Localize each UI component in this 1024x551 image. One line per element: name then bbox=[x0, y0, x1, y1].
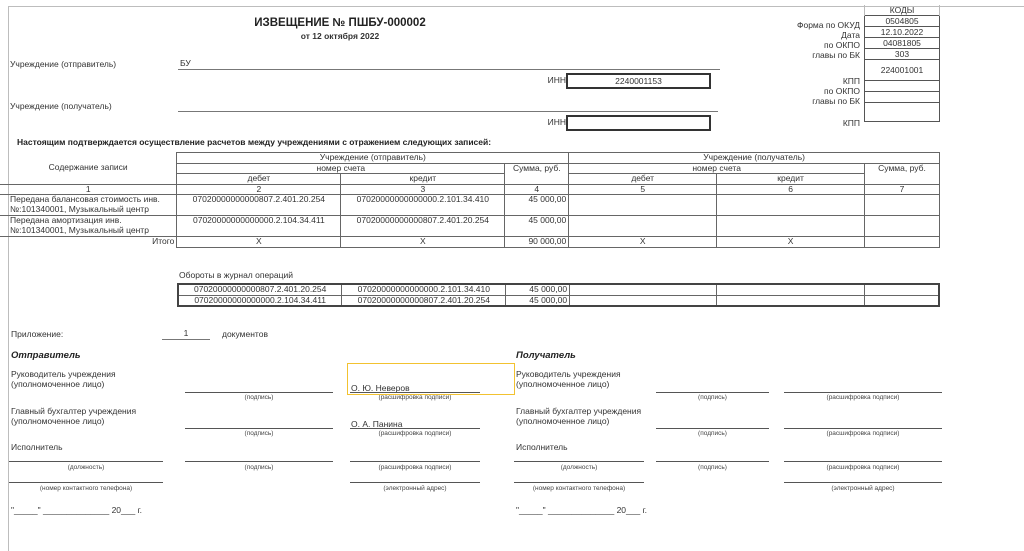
journal-label: Обороты в журнал операций bbox=[179, 270, 293, 280]
receiver-credit-header: кредит bbox=[717, 174, 865, 185]
column-numbers-row bbox=[0, 184, 940, 195]
code-kpp: 224001001 bbox=[865, 60, 940, 81]
table-row bbox=[0, 195, 940, 216]
sender-field[interactable]: БУ bbox=[178, 58, 720, 70]
receiver-email-line[interactable] bbox=[784, 482, 942, 483]
receiver-group-header: Учреждение (получатель) bbox=[569, 153, 940, 164]
receiver-sum-header: Сумма, руб. bbox=[865, 163, 940, 184]
journal-credit: 07020000000000807.2.401.20.254 bbox=[342, 295, 506, 306]
sender-inn-field[interactable]: 2240001153 bbox=[566, 73, 711, 89]
sender-chief-acc-signature-line[interactable] bbox=[185, 428, 333, 429]
journal-table bbox=[177, 283, 940, 307]
sender-phone-line[interactable] bbox=[9, 482, 163, 483]
total-receiver-sum bbox=[865, 237, 940, 248]
row-sender-credit: 07020000000000807.2.401.20.254 bbox=[341, 216, 505, 237]
code-label-kpp: КПП bbox=[842, 76, 860, 86]
receiver-inn-field[interactable] bbox=[566, 115, 711, 131]
attachment-label: Приложение: bbox=[11, 329, 64, 339]
col-num-6: 6 bbox=[717, 184, 865, 195]
caption-signature: (подпись) bbox=[698, 394, 727, 401]
chief-acc-label-line1: Главный бухгалтер учреждения bbox=[516, 406, 642, 416]
sender-executor-decoding-line[interactable] bbox=[350, 461, 480, 462]
code-date: 12.10.2022 bbox=[865, 27, 940, 38]
caption-decoding: (расшифровка подписи) bbox=[378, 394, 452, 401]
caption-email: (электронный адрес) bbox=[831, 485, 895, 492]
attachment-unit: документов bbox=[222, 329, 268, 339]
total-sender-sum: 90 000,00 bbox=[505, 237, 569, 248]
codes-labels bbox=[760, 20, 860, 60]
sender-executor-label: Исполнитель bbox=[11, 442, 63, 452]
sender-account-header: номер счета bbox=[177, 163, 505, 174]
caption-decoding: (расшифровка подписи) bbox=[826, 394, 900, 401]
code-okud: 0504805 bbox=[865, 16, 940, 27]
col-num-7: 7 bbox=[865, 184, 940, 195]
journal-sum: 45 000,00 bbox=[506, 295, 570, 306]
journal-r-sum bbox=[864, 284, 939, 295]
caption-position: (должность) bbox=[560, 464, 598, 471]
codes-header: КОДЫ bbox=[865, 5, 940, 16]
code-label-bk-2: главы по БК bbox=[812, 96, 860, 106]
entries-table bbox=[0, 152, 940, 248]
row-sender-debit: 07020000000000807.2.401.20.254 bbox=[177, 195, 341, 216]
head-label-line2: (уполномоченное лицо) bbox=[11, 379, 105, 389]
receiver-head-name-line[interactable] bbox=[784, 392, 942, 393]
journal-row bbox=[178, 284, 939, 295]
row-receiver-debit bbox=[569, 216, 717, 237]
code-label-okpo: по ОКПО bbox=[824, 40, 860, 50]
receiver-debit-header: дебет bbox=[569, 174, 717, 185]
row-sender-sum: 45 000,00 bbox=[505, 195, 569, 216]
journal-r-debit bbox=[570, 284, 717, 295]
col-num-4: 4 bbox=[505, 184, 569, 195]
row-receiver-credit bbox=[717, 195, 865, 216]
caption-decoding: (расшифровка подписи) bbox=[378, 464, 452, 471]
receiver-field[interactable] bbox=[178, 100, 718, 112]
head-label-line1: Руководитель учреждения bbox=[516, 369, 621, 379]
total-row bbox=[0, 237, 940, 248]
total-receiver-debit: X bbox=[569, 237, 717, 248]
journal-credit: 07020000000000000.2.101.34.410 bbox=[342, 284, 506, 295]
caption-decoding: (расшифровка подписи) bbox=[378, 430, 452, 437]
receiver-executor-decoding-line[interactable] bbox=[784, 461, 942, 462]
journal-row bbox=[178, 295, 939, 306]
attachment-count[interactable]: 1 bbox=[162, 328, 210, 340]
receiver-chief-acc-name-line[interactable] bbox=[784, 428, 942, 429]
row-sender-debit: 07020000000000000.2.104.34.411 bbox=[177, 216, 341, 237]
sender-executor-position-line[interactable] bbox=[9, 461, 163, 462]
row-receiver-debit bbox=[569, 195, 717, 216]
selected-cell-highlight bbox=[347, 363, 515, 395]
receiver-chief-acc-signature-line[interactable] bbox=[656, 428, 769, 429]
row-receiver-sum bbox=[865, 195, 940, 216]
caption-signature: (подпись) bbox=[244, 430, 274, 437]
sender-head-name[interactable]: О. Ю. Неверов bbox=[351, 383, 410, 393]
code-okpo: 04081805 bbox=[865, 38, 940, 49]
receiver-executor-label: Исполнитель bbox=[516, 442, 568, 452]
chief-acc-label-line1: Главный бухгалтер учреждения bbox=[11, 406, 137, 416]
receiver-date-line[interactable]: "_____" ______________ 20___ г. bbox=[516, 505, 647, 515]
col-header-content: Содержание записи bbox=[0, 153, 177, 185]
receiver-heading: Получатель bbox=[516, 350, 576, 361]
journal-r-credit bbox=[717, 284, 864, 295]
sender-credit-header: кредит bbox=[341, 174, 505, 185]
caption-email: (электронный адрес) bbox=[383, 485, 447, 492]
total-sender-credit: X bbox=[341, 237, 505, 248]
codes-table bbox=[864, 5, 940, 122]
sender-chief-acc-name[interactable]: О. А. Панина bbox=[351, 419, 403, 429]
sender-head-label bbox=[11, 369, 116, 389]
col-num-5: 5 bbox=[569, 184, 717, 195]
col-num-1: 1 bbox=[0, 184, 177, 195]
code-label-kpp-2: КПП bbox=[842, 118, 860, 128]
row-sender-credit: 07020000000000000.2.101.34.410 bbox=[341, 195, 505, 216]
row-receiver-sum bbox=[865, 216, 940, 237]
table-row bbox=[0, 216, 940, 237]
sender-inn-label: ИНН bbox=[547, 75, 566, 85]
receiver-inn-label: ИНН bbox=[547, 117, 566, 127]
caption-signature: (подпись) bbox=[698, 464, 727, 471]
code-bk-2 bbox=[865, 92, 940, 103]
code-kpp-2 bbox=[865, 103, 940, 122]
col-num-3: 3 bbox=[341, 184, 505, 195]
journal-r-debit bbox=[570, 295, 717, 306]
caption-decoding: (расшифровка подписи) bbox=[826, 430, 900, 437]
document-title: ИЗВЕЩЕНИЕ № ПШБУ-000002 bbox=[254, 17, 426, 29]
receiver-head-signature-line[interactable] bbox=[656, 392, 769, 393]
head-label-line1: Руководитель учреждения bbox=[11, 369, 116, 379]
caption-decoding: (расшифровка подписи) bbox=[826, 464, 900, 471]
caption-phone: (номер контактного телефона) bbox=[39, 485, 133, 492]
code-label-bk: главы по БК bbox=[812, 50, 860, 60]
caption-signature: (подпись) bbox=[244, 464, 274, 471]
journal-debit: 07020000000000000.2.104.34.411 bbox=[178, 295, 342, 306]
row-content: Передана амортизация инв. №:101340001, Музыкальный центр bbox=[0, 216, 177, 237]
sender-heading: Отправитель bbox=[11, 350, 81, 361]
caption-phone: (номер контактного телефона) bbox=[532, 485, 626, 492]
sender-sum-header: Сумма, руб. bbox=[505, 163, 569, 184]
caption-signature: (подпись) bbox=[244, 394, 274, 401]
total-sender-debit: X bbox=[177, 237, 341, 248]
receiver-executor-position-line[interactable] bbox=[514, 461, 644, 462]
col-num-2: 2 bbox=[177, 184, 341, 195]
sender-label: Учреждение (отправитель) bbox=[10, 59, 117, 69]
row-content: Передана балансовая стоимость инв. №:101340001, Музыкальный центр bbox=[0, 195, 177, 216]
receiver-phone-line[interactable] bbox=[514, 482, 644, 483]
sender-executor-signature-line[interactable] bbox=[185, 461, 333, 462]
code-bk: 303 bbox=[865, 49, 940, 60]
caption-signature: (подпись) bbox=[698, 430, 727, 437]
sender-chief-acc-name-line bbox=[350, 428, 480, 429]
caption-position: (должность) bbox=[67, 464, 105, 471]
code-label-date: Дата bbox=[841, 30, 860, 40]
journal-r-credit bbox=[717, 295, 864, 306]
total-receiver-credit: X bbox=[717, 237, 865, 248]
sender-group-header: Учреждение (отправитель) bbox=[177, 153, 569, 164]
sender-email-line[interactable] bbox=[350, 482, 480, 483]
sender-date-line[interactable]: "_____" ______________ 20___ г. bbox=[11, 505, 142, 515]
head-label-line2: (уполномоченное лицо) bbox=[516, 379, 610, 389]
journal-debit: 07020000000000807.2.401.20.254 bbox=[178, 284, 342, 295]
chief-acc-label-line2: (уполномоченное лицо) bbox=[11, 416, 105, 426]
document-date: от 12 октября 2022 bbox=[300, 31, 380, 41]
total-label: Итого bbox=[0, 237, 177, 248]
sender-debit-header: дебет bbox=[177, 174, 341, 185]
journal-sum: 45 000,00 bbox=[506, 284, 570, 295]
code-okpo-2 bbox=[865, 81, 940, 92]
row-receiver-credit bbox=[717, 216, 865, 237]
receiver-chief-acc-label bbox=[516, 406, 641, 426]
sender-chief-acc-label bbox=[11, 406, 136, 426]
sender-head-signature-line[interactable] bbox=[185, 392, 333, 393]
codes-labels-receiver bbox=[760, 76, 860, 106]
receiver-label: Учреждение (получатель) bbox=[10, 101, 112, 111]
receiver-head-label bbox=[516, 369, 621, 389]
journal-r-sum bbox=[864, 295, 939, 306]
row-sender-sum: 45 000,00 bbox=[505, 216, 569, 237]
receiver-executor-signature-line[interactable] bbox=[656, 461, 769, 462]
chief-acc-label-line2: (уполномоченное лицо) bbox=[516, 416, 610, 426]
code-label-okud: Форма по ОКУД bbox=[797, 20, 860, 30]
confirmation-text: Настоящим подтверждается осуществление расчетов между учреждениями с отражением следующих записей: bbox=[17, 137, 492, 147]
code-label-okpo-2: по ОКПО bbox=[824, 86, 860, 96]
receiver-account-header: номер счета bbox=[569, 163, 865, 174]
